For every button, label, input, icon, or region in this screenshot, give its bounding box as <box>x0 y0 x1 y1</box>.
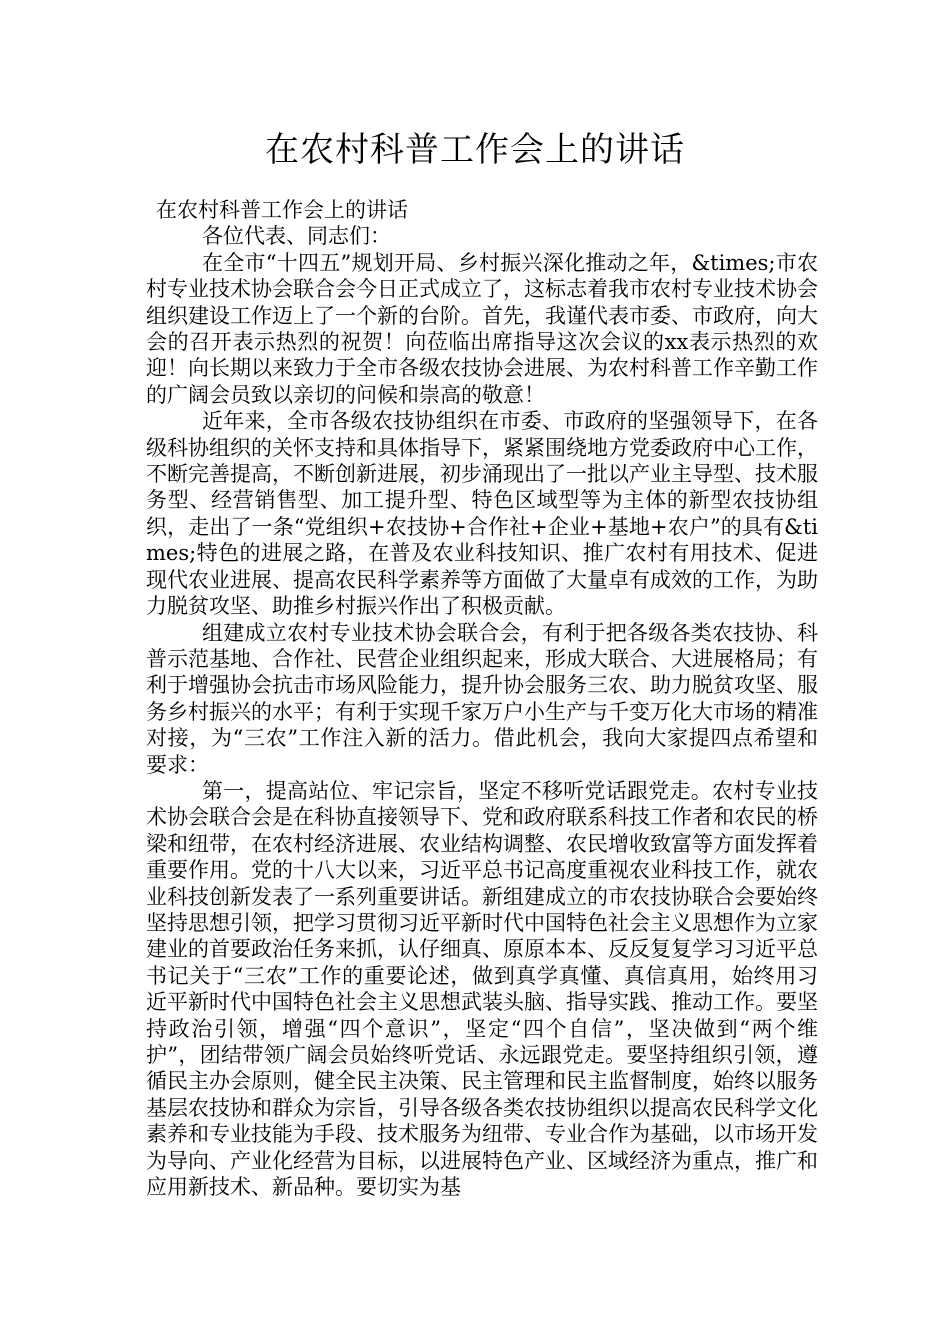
paragraph-2: 近年来，全市各级农技协组织在市委、市政府的坚强领导下，在各级科协组织的关怀支持和具体指导下，紧紧围绕地方党委政府中心工作，不断完善提高，不断创新进展，初步涌现出了一批以产业主导型、技术服务型、经营销售型、加工提升型、特色区域型等为主体的新型农技协组织，走出了一条“党组织+农技协+合作社+企业+基地+农户”的具有&times;特色的进展之路，在普及农业科技知识、推广农村有用技术、促进现代农业进展、提高农民科学素养等方面做了大量卓有成效的工作，为助力脱贫攻坚、助推乡村振兴作出了积极贡献。 <box>146 409 818 619</box>
paragraph-1: 在全市“十四五”规划开局、乡村振兴深化推动之年，&times;市农村专业技术协会联合会今日正式成立了，这标志着我市农村专业技术协会组织建设工作迈上了一个新的台阶。首先，我谨代表市委、市政府，向大会的召开表示热烈的祝贺！向莅临出席指导这次会议的xx表示热烈的欢迎！向长期以来致力于全市各级农技协会进展、为农村科普工作辛勤工作的广阔会员致以亲切的问候和崇高的敬意！ <box>146 250 818 407</box>
document-title: 在农村科普工作会上的讲话 <box>265 130 685 170</box>
greeting: 各位代表、同志们： <box>202 224 391 249</box>
document-subtitle: 在农村科普工作会上的讲话 <box>156 198 408 222</box>
paragraph-4: 第一，提高站位、牢记宗旨，坚定不移听党话跟党走。农村专业技术协会联合会是在科协直接领导下、党和政府联系科技工作者和农民的桥梁和纽带，在农村经济进展、农业结构调整、农民增收致富等方面发挥着重要作用。党的十八大以来，习近平总书记高度重视农业科技工作，就农业科技创新发表了一系列重要讲话。新组建成立的市农技协联合会要始终坚持思想引领，把学习贯彻习近平新时代中国特色社会主义思想作为立家建业的首要政治任务来抓，认仔细真、原原本本、反反复复学习习近平总书记关于“三农”工作的重要论述，做到真学真懂、真信真用，始终用习近平新时代中国特色社会主义思想武装头脑、指导实践、推动工作。要坚持政治引领，增强“四个意识”，坚定“四个自信”，坚决做到“两个维护”，团结带领广阔会员始终听党话、永远跟党走。要坚持组织引领，遵循民主办会原则，健全民主决策、民主管理和民主监督制度，始终以服务基层农技协和群众为宗旨，引导各级各类农技协组织以提高农民科学文化素养和专业技能为手段、技术服务为纽带、专业合作为基础，以市场开发为导向、产业化经营为目标，以进展特色产业、区域经济为重点，推广和应用新技术、新品种。要切实为基 <box>146 778 818 1200</box>
document-body <box>146 197 818 1200</box>
paragraph-3: 组建成立农村专业技术协会联合会，有利于把各级各类农技协、科普示范基地、合作社、民营企业组织起来，形成大联合、大进展格局；有利于增强协会抗击市场风险能力，提升协会服务三农、助力脱贫攻坚、服务乡村振兴的水平；有利于实现千家万户小生产与千变万化大市场的精准对接，为“三农”工作注入新的活力。借此机会，我向大家提四点希望和要求： <box>146 620 818 777</box>
